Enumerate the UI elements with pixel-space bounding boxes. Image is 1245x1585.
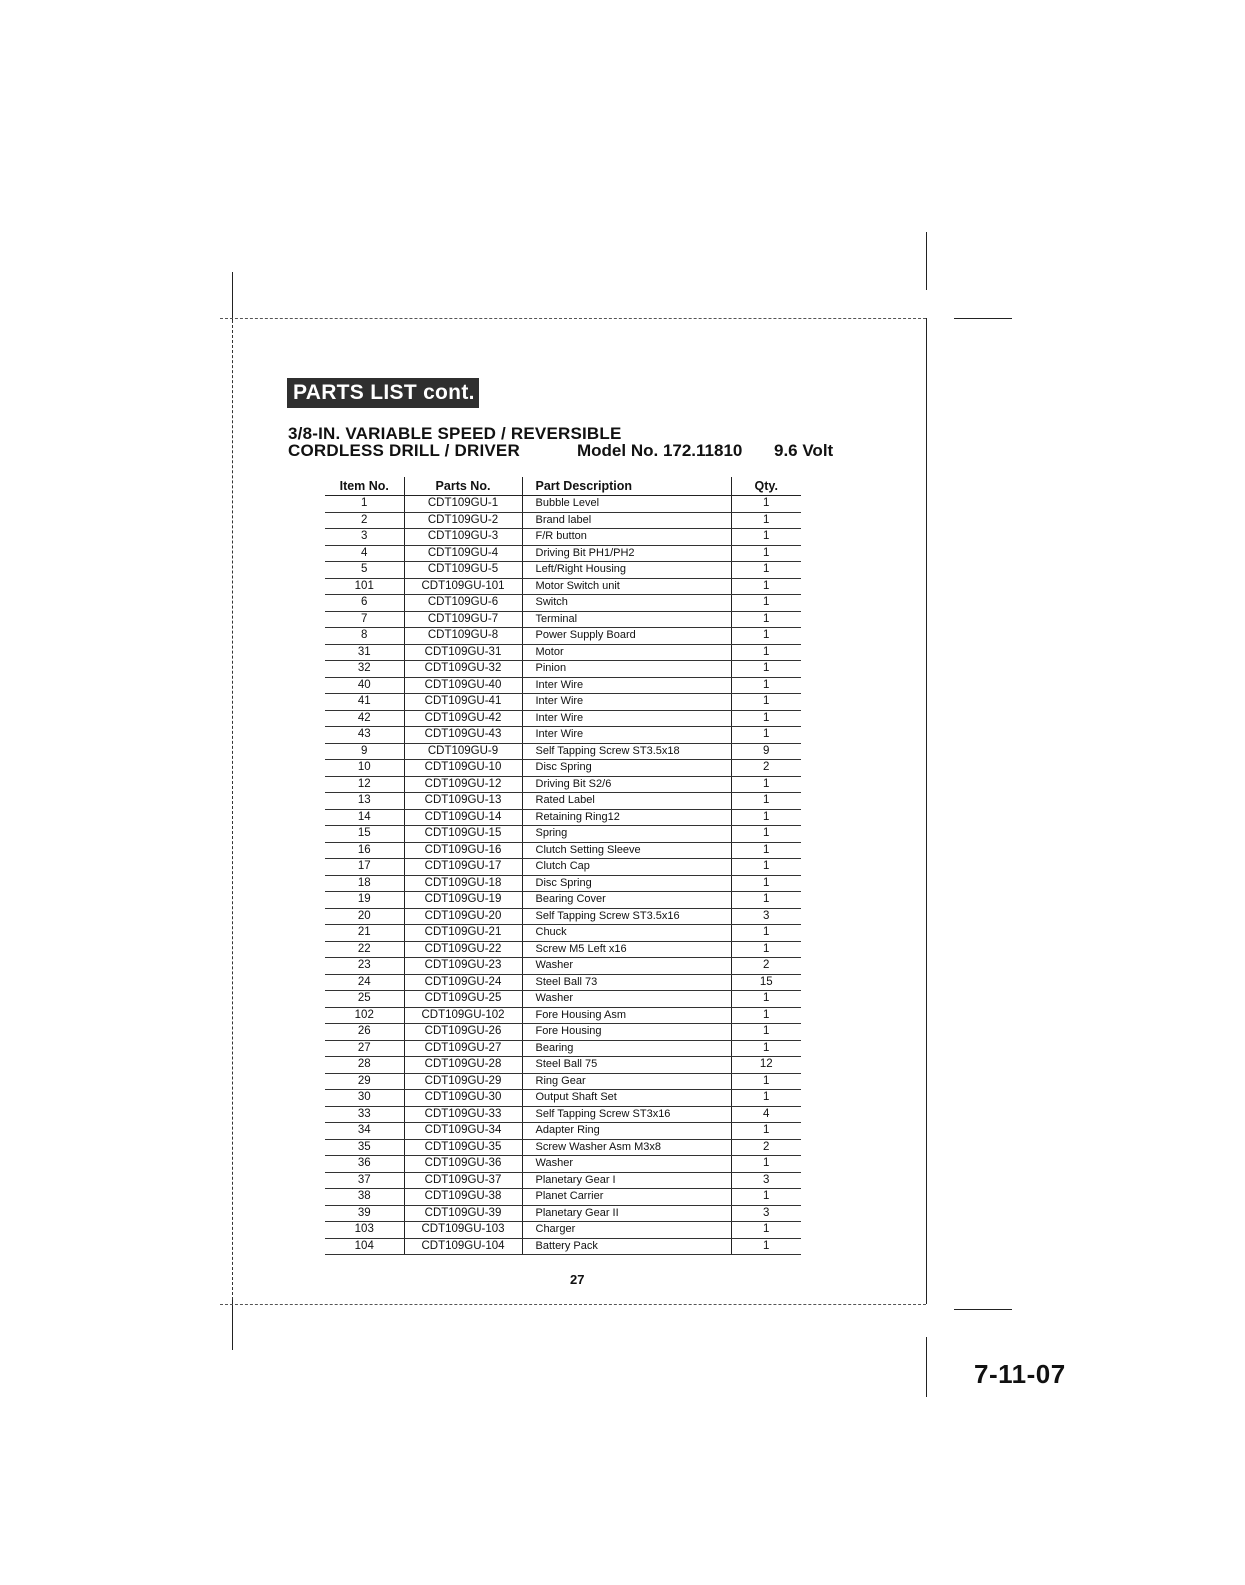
description-cell: Bearing bbox=[522, 1040, 731, 1057]
table-row bbox=[325, 958, 801, 975]
description-cell: Retaining Ring12 bbox=[522, 809, 731, 826]
description-cell: Self Tapping Screw ST3.5x18 bbox=[522, 743, 731, 760]
parts-number-cell: CDT109GU-32 bbox=[404, 661, 522, 678]
quantity-cell: 1 bbox=[731, 545, 801, 562]
item-number-cell: 30 bbox=[325, 1090, 404, 1107]
table-row bbox=[325, 1007, 801, 1024]
parts-number-cell: CDT109GU-9 bbox=[404, 743, 522, 760]
item-number-cell: 1 bbox=[325, 496, 404, 513]
quantity-cell: 1 bbox=[731, 1024, 801, 1041]
table-row bbox=[325, 908, 801, 925]
quantity-cell: 2 bbox=[731, 760, 801, 777]
item-number-cell: 104 bbox=[325, 1238, 404, 1255]
parts-number-cell: CDT109GU-12 bbox=[404, 776, 522, 793]
description-cell: Clutch Setting Sleeve bbox=[522, 842, 731, 859]
frame-top-edge bbox=[220, 318, 926, 319]
item-number-cell: 12 bbox=[325, 776, 404, 793]
quantity-cell: 1 bbox=[731, 1238, 801, 1255]
quantity-cell: 1 bbox=[731, 842, 801, 859]
table-row bbox=[325, 1222, 801, 1239]
quantity-cell: 1 bbox=[731, 661, 801, 678]
table-row bbox=[325, 628, 801, 645]
table-row bbox=[325, 1189, 801, 1206]
quantity-cell: 1 bbox=[731, 562, 801, 579]
description-cell: Output Shaft Set bbox=[522, 1090, 731, 1107]
quantity-cell: 1 bbox=[731, 628, 801, 645]
item-number-cell: 103 bbox=[325, 1222, 404, 1239]
table-row bbox=[325, 562, 801, 579]
table-row bbox=[325, 694, 801, 711]
quantity-cell: 2 bbox=[731, 958, 801, 975]
item-number-cell: 35 bbox=[325, 1139, 404, 1156]
parts-number-cell: CDT109GU-4 bbox=[404, 545, 522, 562]
item-number-cell: 102 bbox=[325, 1007, 404, 1024]
table-row bbox=[325, 760, 801, 777]
parts-number-cell: CDT109GU-24 bbox=[404, 974, 522, 991]
description-cell: Rated Label bbox=[522, 793, 731, 810]
quantity-cell: 1 bbox=[731, 826, 801, 843]
table-row bbox=[325, 496, 801, 513]
item-number-cell: 36 bbox=[325, 1156, 404, 1173]
table-row bbox=[325, 512, 801, 529]
parts-number-cell: CDT109GU-23 bbox=[404, 958, 522, 975]
quantity-cell: 1 bbox=[731, 1007, 801, 1024]
parts-number-cell: CDT109GU-19 bbox=[404, 892, 522, 909]
frame-bottom-edge bbox=[220, 1304, 926, 1305]
column-header-description: Part Description bbox=[522, 477, 731, 496]
table-row bbox=[325, 875, 801, 892]
parts-number-cell: CDT109GU-37 bbox=[404, 1172, 522, 1189]
product-title-line2: CORDLESS DRILL / DRIVER bbox=[288, 441, 520, 460]
quantity-cell: 1 bbox=[731, 1222, 801, 1239]
item-number-cell: 15 bbox=[325, 826, 404, 843]
quantity-cell: 1 bbox=[731, 1156, 801, 1173]
description-cell: Inter Wire bbox=[522, 677, 731, 694]
description-cell: Brand label bbox=[522, 512, 731, 529]
table-row bbox=[325, 1040, 801, 1057]
parts-table-body bbox=[325, 496, 801, 1255]
parts-number-cell: CDT109GU-20 bbox=[404, 908, 522, 925]
table-row bbox=[325, 1090, 801, 1107]
item-number-cell: 10 bbox=[325, 760, 404, 777]
table-row bbox=[325, 793, 801, 810]
table-row bbox=[325, 595, 801, 612]
parts-number-cell: CDT109GU-40 bbox=[404, 677, 522, 694]
description-cell: Disc Spring bbox=[522, 875, 731, 892]
parts-number-cell: CDT109GU-43 bbox=[404, 727, 522, 744]
quantity-cell: 4 bbox=[731, 1106, 801, 1123]
description-cell: Motor bbox=[522, 644, 731, 661]
quantity-cell: 1 bbox=[731, 793, 801, 810]
description-cell: Fore Housing bbox=[522, 1024, 731, 1041]
parts-number-cell: CDT109GU-13 bbox=[404, 793, 522, 810]
description-cell: Self Tapping Screw ST3x16 bbox=[522, 1106, 731, 1123]
table-row bbox=[325, 1057, 801, 1074]
quantity-cell: 1 bbox=[731, 809, 801, 826]
frame-left-edge bbox=[232, 320, 233, 1300]
item-number-cell: 29 bbox=[325, 1073, 404, 1090]
quantity-cell: 1 bbox=[731, 677, 801, 694]
description-cell: F/R button bbox=[522, 529, 731, 546]
item-number-cell: 37 bbox=[325, 1172, 404, 1189]
description-cell: Steel Ball 73 bbox=[522, 974, 731, 991]
description-cell: Charger bbox=[522, 1222, 731, 1239]
item-number-cell: 14 bbox=[325, 809, 404, 826]
description-cell: Washer bbox=[522, 958, 731, 975]
voltage-label: 9.6 Volt bbox=[774, 441, 834, 460]
table-row bbox=[325, 1123, 801, 1140]
parts-number-cell: CDT109GU-3 bbox=[404, 529, 522, 546]
item-number-cell: 9 bbox=[325, 743, 404, 760]
table-row bbox=[325, 809, 801, 826]
item-number-cell: 18 bbox=[325, 875, 404, 892]
quantity-cell: 3 bbox=[731, 1172, 801, 1189]
table-row bbox=[325, 925, 801, 942]
quantity-cell: 3 bbox=[731, 908, 801, 925]
item-number-cell: 19 bbox=[325, 892, 404, 909]
quantity-cell: 1 bbox=[731, 727, 801, 744]
parts-number-cell: CDT109GU-35 bbox=[404, 1139, 522, 1156]
parts-number-cell: CDT109GU-103 bbox=[404, 1222, 522, 1239]
quantity-cell: 1 bbox=[731, 1123, 801, 1140]
table-row bbox=[325, 941, 801, 958]
parts-number-cell: CDT109GU-27 bbox=[404, 1040, 522, 1057]
parts-table bbox=[325, 477, 801, 1255]
description-cell: Driving Bit S2/6 bbox=[522, 776, 731, 793]
item-number-cell: 16 bbox=[325, 842, 404, 859]
parts-number-cell: CDT109GU-5 bbox=[404, 562, 522, 579]
quantity-cell: 1 bbox=[731, 859, 801, 876]
product-title-line1: 3/8-IN. VARIABLE SPEED / REVERSIBLE bbox=[288, 424, 622, 443]
quantity-cell: 1 bbox=[731, 644, 801, 661]
date-stamp: 7-11-07 bbox=[974, 1359, 1066, 1389]
item-number-cell: 24 bbox=[325, 974, 404, 991]
table-row bbox=[325, 1139, 801, 1156]
parts-number-cell: CDT109GU-30 bbox=[404, 1090, 522, 1107]
item-number-cell: 26 bbox=[325, 1024, 404, 1041]
table-row bbox=[325, 1205, 801, 1222]
item-number-cell: 43 bbox=[325, 727, 404, 744]
description-cell: Planetary Gear II bbox=[522, 1205, 731, 1222]
table-row bbox=[325, 1172, 801, 1189]
parts-number-cell: CDT109GU-6 bbox=[404, 595, 522, 612]
item-number-cell: 33 bbox=[325, 1106, 404, 1123]
item-number-cell: 6 bbox=[325, 595, 404, 612]
table-header-row bbox=[325, 477, 801, 496]
quantity-cell: 1 bbox=[731, 1073, 801, 1090]
item-number-cell: 41 bbox=[325, 694, 404, 711]
parts-number-cell: CDT109GU-25 bbox=[404, 991, 522, 1008]
table-row bbox=[325, 1106, 801, 1123]
description-cell: Chuck bbox=[522, 925, 731, 942]
item-number-cell: 17 bbox=[325, 859, 404, 876]
table-row bbox=[325, 1073, 801, 1090]
quantity-cell: 12 bbox=[731, 1057, 801, 1074]
item-number-cell: 23 bbox=[325, 958, 404, 975]
parts-number-cell: CDT109GU-101 bbox=[404, 578, 522, 595]
crop-mark-left-bottom bbox=[232, 1300, 233, 1350]
table-row bbox=[325, 578, 801, 595]
item-number-cell: 4 bbox=[325, 545, 404, 562]
description-cell: Spring bbox=[522, 826, 731, 843]
parts-number-cell: CDT109GU-29 bbox=[404, 1073, 522, 1090]
quantity-cell: 1 bbox=[731, 1189, 801, 1206]
quantity-cell: 1 bbox=[731, 1040, 801, 1057]
quantity-cell: 1 bbox=[731, 875, 801, 892]
table-row bbox=[325, 1238, 801, 1255]
quantity-cell: 15 bbox=[731, 974, 801, 991]
description-cell: Self Tapping Screw ST3.5x16 bbox=[522, 908, 731, 925]
parts-number-cell: CDT109GU-15 bbox=[404, 826, 522, 843]
table-row bbox=[325, 727, 801, 744]
column-header-qty: Qty. bbox=[731, 477, 801, 496]
description-cell: Washer bbox=[522, 1156, 731, 1173]
description-cell: Driving Bit PH1/PH2 bbox=[522, 545, 731, 562]
quantity-cell: 1 bbox=[731, 776, 801, 793]
quantity-cell: 2 bbox=[731, 1139, 801, 1156]
description-cell: Planet Carrier bbox=[522, 1189, 731, 1206]
quantity-cell: 1 bbox=[731, 595, 801, 612]
parts-number-cell: CDT109GU-17 bbox=[404, 859, 522, 876]
parts-number-cell: CDT109GU-10 bbox=[404, 760, 522, 777]
table-row bbox=[325, 1156, 801, 1173]
parts-number-cell: CDT109GU-28 bbox=[404, 1057, 522, 1074]
description-cell: Clutch Cap bbox=[522, 859, 731, 876]
table-row bbox=[325, 545, 801, 562]
parts-number-cell: CDT109GU-38 bbox=[404, 1189, 522, 1206]
item-number-cell: 101 bbox=[325, 578, 404, 595]
item-number-cell: 42 bbox=[325, 710, 404, 727]
item-number-cell: 31 bbox=[325, 644, 404, 661]
table-row bbox=[325, 611, 801, 628]
quantity-cell: 1 bbox=[731, 991, 801, 1008]
quantity-cell: 1 bbox=[731, 578, 801, 595]
quantity-cell: 1 bbox=[731, 496, 801, 513]
table-row bbox=[325, 644, 801, 661]
description-cell: Battery Pack bbox=[522, 1238, 731, 1255]
item-number-cell: 25 bbox=[325, 991, 404, 1008]
table-row bbox=[325, 529, 801, 546]
quantity-cell: 1 bbox=[731, 941, 801, 958]
parts-number-cell: CDT109GU-2 bbox=[404, 512, 522, 529]
crop-mark-right-bottom bbox=[926, 1337, 927, 1397]
description-cell: Bearing Cover bbox=[522, 892, 731, 909]
item-number-cell: 21 bbox=[325, 925, 404, 942]
quantity-cell: 1 bbox=[731, 1090, 801, 1107]
parts-number-cell: CDT109GU-22 bbox=[404, 941, 522, 958]
table-row bbox=[325, 842, 801, 859]
quantity-cell: 3 bbox=[731, 1205, 801, 1222]
crop-mark-right-top bbox=[926, 232, 927, 290]
description-cell: Inter Wire bbox=[522, 710, 731, 727]
item-number-cell: 20 bbox=[325, 908, 404, 925]
parts-number-cell: CDT109GU-21 bbox=[404, 925, 522, 942]
table-row bbox=[325, 743, 801, 760]
quantity-cell: 9 bbox=[731, 743, 801, 760]
description-cell: Fore Housing Asm bbox=[522, 1007, 731, 1024]
description-cell: Screw Washer Asm M3x8 bbox=[522, 1139, 731, 1156]
quantity-cell: 1 bbox=[731, 694, 801, 711]
table-row bbox=[325, 677, 801, 694]
item-number-cell: 39 bbox=[325, 1205, 404, 1222]
item-number-cell: 7 bbox=[325, 611, 404, 628]
crop-mark-left-top bbox=[232, 272, 233, 320]
description-cell: Inter Wire bbox=[522, 727, 731, 744]
parts-list-banner: PARTS LIST cont. bbox=[287, 378, 479, 408]
item-number-cell: 40 bbox=[325, 677, 404, 694]
item-number-cell: 28 bbox=[325, 1057, 404, 1074]
parts-number-cell: CDT109GU-16 bbox=[404, 842, 522, 859]
table-row bbox=[325, 991, 801, 1008]
item-number-cell: 27 bbox=[325, 1040, 404, 1057]
description-cell: Bubble Level bbox=[522, 496, 731, 513]
parts-number-cell: CDT109GU-14 bbox=[404, 809, 522, 826]
parts-number-cell: CDT109GU-41 bbox=[404, 694, 522, 711]
parts-number-cell: CDT109GU-104 bbox=[404, 1238, 522, 1255]
model-number: Model No. 172.11810 bbox=[577, 441, 743, 460]
description-cell: Motor Switch unit bbox=[522, 578, 731, 595]
crop-mark-right-bottom-horizontal bbox=[954, 1309, 1012, 1310]
item-number-cell: 8 bbox=[325, 628, 404, 645]
parts-number-cell: CDT109GU-31 bbox=[404, 644, 522, 661]
page-number: 27 bbox=[570, 1272, 585, 1287]
parts-number-cell: CDT109GU-18 bbox=[404, 875, 522, 892]
item-number-cell: 34 bbox=[325, 1123, 404, 1140]
description-cell: Switch bbox=[522, 595, 731, 612]
item-number-cell: 22 bbox=[325, 941, 404, 958]
item-number-cell: 3 bbox=[325, 529, 404, 546]
item-number-cell: 2 bbox=[325, 512, 404, 529]
parts-number-cell: CDT109GU-42 bbox=[404, 710, 522, 727]
description-cell: Planetary Gear I bbox=[522, 1172, 731, 1189]
item-number-cell: 13 bbox=[325, 793, 404, 810]
quantity-cell: 1 bbox=[731, 710, 801, 727]
item-number-cell: 32 bbox=[325, 661, 404, 678]
parts-number-cell: CDT109GU-39 bbox=[404, 1205, 522, 1222]
description-cell: Power Supply Board bbox=[522, 628, 731, 645]
parts-number-cell: CDT109GU-102 bbox=[404, 1007, 522, 1024]
frame-right-edge bbox=[926, 318, 927, 1304]
table-row bbox=[325, 892, 801, 909]
description-cell: Inter Wire bbox=[522, 694, 731, 711]
description-cell: Pinion bbox=[522, 661, 731, 678]
parts-number-cell: CDT109GU-33 bbox=[404, 1106, 522, 1123]
table-row bbox=[325, 776, 801, 793]
quantity-cell: 1 bbox=[731, 529, 801, 546]
column-header-item-no: Item No. bbox=[325, 477, 404, 496]
description-cell: Terminal bbox=[522, 611, 731, 628]
description-cell: Adapter Ring bbox=[522, 1123, 731, 1140]
item-number-cell: 38 bbox=[325, 1189, 404, 1206]
description-cell: Screw M5 Left x16 bbox=[522, 941, 731, 958]
description-cell: Ring Gear bbox=[522, 1073, 731, 1090]
description-cell: Left/Right Housing bbox=[522, 562, 731, 579]
item-number-cell: 5 bbox=[325, 562, 404, 579]
description-cell: Disc Spring bbox=[522, 760, 731, 777]
parts-number-cell: CDT109GU-36 bbox=[404, 1156, 522, 1173]
parts-number-cell: CDT109GU-8 bbox=[404, 628, 522, 645]
table-row bbox=[325, 710, 801, 727]
crop-mark-right-top-horizontal bbox=[954, 318, 1012, 319]
quantity-cell: 1 bbox=[731, 892, 801, 909]
parts-number-cell: CDT109GU-7 bbox=[404, 611, 522, 628]
quantity-cell: 1 bbox=[731, 925, 801, 942]
description-cell: Washer bbox=[522, 991, 731, 1008]
quantity-cell: 1 bbox=[731, 611, 801, 628]
table-row bbox=[325, 974, 801, 991]
parts-number-cell: CDT109GU-1 bbox=[404, 496, 522, 513]
table-row bbox=[325, 859, 801, 876]
table-row bbox=[325, 661, 801, 678]
quantity-cell: 1 bbox=[731, 512, 801, 529]
description-cell: Steel Ball 75 bbox=[522, 1057, 731, 1074]
parts-number-cell: CDT109GU-26 bbox=[404, 1024, 522, 1041]
table-row bbox=[325, 1024, 801, 1041]
parts-number-cell: CDT109GU-34 bbox=[404, 1123, 522, 1140]
column-header-parts-no: Parts No. bbox=[404, 477, 522, 496]
table-row bbox=[325, 826, 801, 843]
